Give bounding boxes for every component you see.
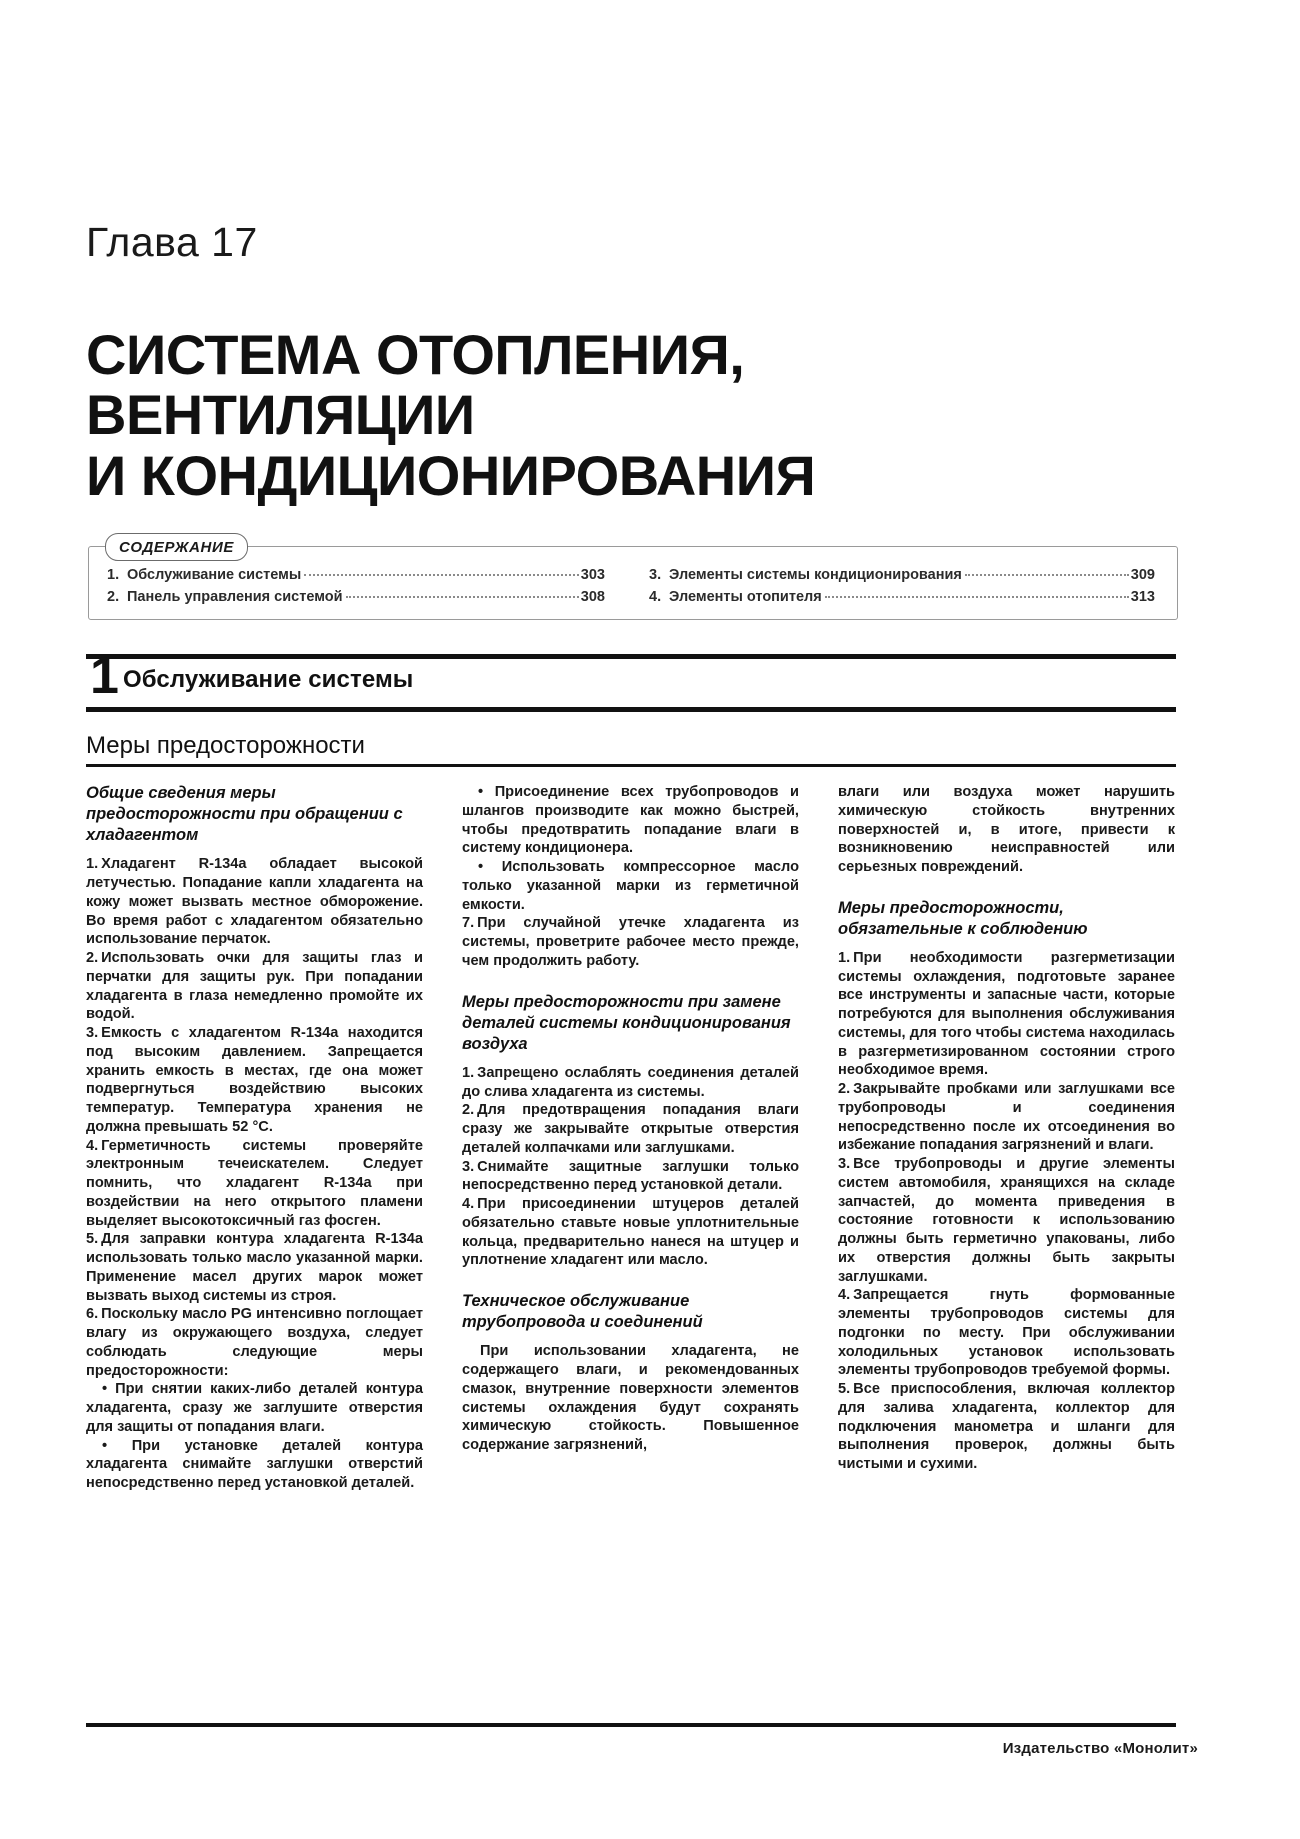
item-text: Запрещается гнуть формованные элементы трубопроводов системы для подгонки по месту. При обслуживании холодильных установок использовать элементы трубопроводов требуемой формы. [838, 1287, 1175, 1379]
item-number: 7. [462, 915, 475, 932]
toc-leader-dots [825, 596, 1129, 598]
chapter-title [86, 325, 1156, 506]
table-of-contents [88, 538, 1178, 620]
item-text: Емкость с хладагентом R-134a находится под высоким давлением. Запрещается хранить емкость в местах, где она может подвергнуться воздействию высоких температур. Температура хранения не должна превышать 52 °C. [86, 1025, 423, 1135]
section-title: Обслуживание системы [123, 666, 414, 693]
numbered-item-4 [86, 1137, 423, 1231]
toc-column-left [89, 564, 633, 609]
toc-entry-label: Обслуживание системы [127, 567, 302, 583]
numbered-item-6 [86, 1305, 423, 1380]
item-number: 2. [86, 950, 99, 967]
numbered-item-1 [86, 855, 423, 949]
item-text: Закрывайте пробками или заглушками все трубопроводы и соединения непосредственно после их отсоединения во избежание попадания загрязнений и влаги. [838, 1081, 1175, 1154]
chapter-title-line-1: СИСТЕМА ОТОПЛЕНИЯ, [86, 323, 745, 386]
item-number: 2. [838, 1081, 851, 1098]
item-text: Запрещено ослаблять соединения деталей до слива хладагента из системы. [462, 1064, 799, 1100]
paragraph-continuation: влаги или воздуха может нарушить химическую стойкость внутренних поверхностей и, в итоге, привести к возникновению неисправностей или серьезных повреждений. [838, 784, 1175, 875]
toc-entry-label: Элементы отопителя [669, 589, 822, 606]
toc-leader-dots [304, 574, 579, 576]
toc-entry[interactable] [649, 586, 1155, 608]
toc-column-right [633, 564, 1177, 609]
footer-rule [86, 1723, 1176, 1727]
item-number: 4. [838, 1287, 851, 1304]
toc-entry-number: 1. [107, 567, 120, 583]
item-text: Для предотвращения попадания влаги сразу же закрывайте открытые отверстия деталей колпачками или заглушками. [462, 1102, 799, 1156]
column2-heading-replacement-precautions: Меры предосторожности при замене деталей системы кондиционирования воздуха [462, 992, 791, 1053]
item-text: При необходимости разгерметизации системы охлаждения, подготовьте заранее все инструменты и запасные части, которые потребуются для выполнения обслуживания системы, для того чтобы система находилась в разгерметизированном состоянии строго необходимое время. [838, 949, 1175, 1079]
item-number: 4. [462, 1196, 475, 1213]
toc-entry-page: 303 [580, 567, 605, 583]
numbered-item-3 [462, 1158, 799, 1196]
toc-entry-page: 313 [1130, 589, 1155, 606]
toc-entry-page: 308 [580, 589, 605, 606]
chapter-label: Глава 17 [86, 219, 258, 265]
numbered-item-3 [838, 1155, 1175, 1286]
item-number: 1. [86, 856, 99, 873]
item-number: 3. [462, 1158, 475, 1175]
toc-columns [89, 564, 1177, 609]
bullet-item: • Использовать компрессорное масло только указанной марки из герметичной емкости. [462, 859, 799, 913]
bullet-item: • При установке деталей контура хладагента снимайте заглушки отверстий непосредственно перед установкой деталей. [86, 1437, 423, 1492]
item-number: 5. [838, 1381, 851, 1398]
toc-entry-number: 3. [649, 567, 662, 583]
toc-entry-number: 4. [649, 589, 662, 606]
numbered-item-3 [86, 1024, 423, 1137]
item-number: 1. [838, 949, 851, 966]
numbered-item-5 [86, 1230, 423, 1305]
item-text: Все трубопроводы и другие элементы систем автомобиля, хранящихся на складе запчастей, до момента приведения в состояние готовности к использованию должны быть герметично упакованы, либо их отверстия должны быть закрыты заглушками. [838, 1156, 1175, 1285]
subsection-header [86, 732, 1176, 767]
numbered-item-2 [838, 1080, 1175, 1155]
item-text: При случайной утечке хладагента из системы, проветрите рабочее место прежде, чем продолжить работу. [462, 915, 799, 969]
item-number: 2. [462, 1102, 475, 1119]
toc-entry-number: 2. [107, 589, 120, 606]
item-number: 6. [86, 1306, 99, 1323]
chapter-title-line-2: ВЕНТИЛЯЦИИ [86, 383, 475, 447]
column2-heading-pipeline-service: Техническое обслуживание трубопровода и соединений [462, 1292, 703, 1332]
item-number: 3. [838, 1156, 851, 1173]
subsection-title: Меры предосторожности [86, 732, 365, 759]
item-text: Герметичность системы проверяйте электронным течеискателем. Следует помнить, что хладагент R-134a при воздействии на него открытого пламени выделяет высокотоксичный газ фосген. [86, 1137, 423, 1229]
item-number: 4. [86, 1137, 99, 1154]
text-column-3 [838, 783, 1175, 1493]
toc-entry-page: 309 [1130, 567, 1155, 583]
toc-leader-dots [965, 574, 1129, 576]
item-text: Все приспособления, включая коллектор для залива хладагента, коллектор для подключения манометра и шланги для выполнения проверок, должны быть чистыми и сухими. [838, 1381, 1175, 1473]
numbered-item-4 [838, 1286, 1175, 1380]
body-columns [86, 783, 1176, 1493]
numbered-item-1 [838, 949, 1175, 1080]
toc-entry[interactable] [107, 586, 605, 608]
item-number: 1. [462, 1064, 475, 1081]
text-column-1 [86, 783, 423, 1493]
numbered-item-5 [838, 1380, 1175, 1474]
item-text: Хладагент R-134a обладает высокой летучестью. Попадание капли хладагента на кожу может вызвать местное обморожение. Во время работ с хладагентом обязательно использование перчаток. [86, 856, 423, 948]
toc-entry-label: Элементы системы кондиционирования [669, 567, 962, 583]
text-column-2 [462, 783, 799, 1493]
item-text: Для заправки контура хладагента R-134a использовать только масло указанной марки. Применение масел других марок может вызвать выход системы из строя. [86, 1231, 423, 1304]
item-text: При присоединении штуцеров деталей обязательно ставьте новые уплотнительные кольца, предварительно нанеся на штуцер и уплотнение хладагент или масло. [462, 1196, 799, 1269]
page-content-area [86, 0, 1198, 1839]
toc-entry[interactable] [649, 564, 1155, 586]
toc-tab-label: СОДЕРЖАНИЕ [105, 533, 248, 561]
section-number: 1 [90, 647, 119, 705]
item-number: 3. [86, 1025, 99, 1042]
column3-heading-mandatory-precautions: Меры предосторожности, обязательные к соблюдению [838, 898, 1088, 938]
paragraph: При использовании хладагента, не содержащего влаги, и рекомендованных смазок, внутренние поверхности элементов системы охлаждения будут сохранять химическую стойкость. Повышенное содержание загрязнений, [462, 1343, 799, 1454]
section-rule-top [86, 654, 1176, 659]
bullet-item: • Присоединение всех трубопроводов и шлангов производите как можно быстрей, чтобы предотвратить попадание влаги в систему кондиционера. [462, 784, 799, 857]
numbered-item-2 [462, 1101, 799, 1157]
numbered-item-2 [86, 949, 423, 1024]
footer-publisher: Издательство «Монолит» [1002, 1740, 1198, 1757]
toc-leader-dots [346, 596, 579, 598]
bullet-item: • При снятии каких-либо деталей контура хладагента, сразу же заглушите отверстия для защиты от попадания влаги. [86, 1381, 423, 1435]
item-text: Использовать очки для защиты глаз и перчатки для защиты рук. При попадании хладагента в глаза немедленно промойте их водой. [86, 950, 423, 1023]
section-rule-bottom [86, 707, 1176, 712]
toc-entry-label: Панель управления системой [127, 589, 343, 606]
item-text: Снимайте защитные заглушки только непосредственно перед установкой детали. [462, 1158, 799, 1194]
subsection-rule [86, 764, 1176, 767]
item-number: 5. [86, 1231, 99, 1248]
numbered-item-7 [462, 914, 799, 970]
item-text: Поскольку масло PG интенсивно поглощает влагу из окружающего воздуха, следует соблюдать следующие меры предосторожности: [86, 1306, 423, 1379]
column1-heading-general-info: Общие сведения меры предосторожности при обращении с хладагентом [86, 784, 403, 845]
numbered-item-4 [462, 1195, 799, 1270]
chapter-title-line-3: И КОНДИЦИОНИРОВАНИЯ [86, 443, 816, 507]
numbered-item-1 [462, 1064, 799, 1102]
toc-entry[interactable] [107, 564, 605, 586]
